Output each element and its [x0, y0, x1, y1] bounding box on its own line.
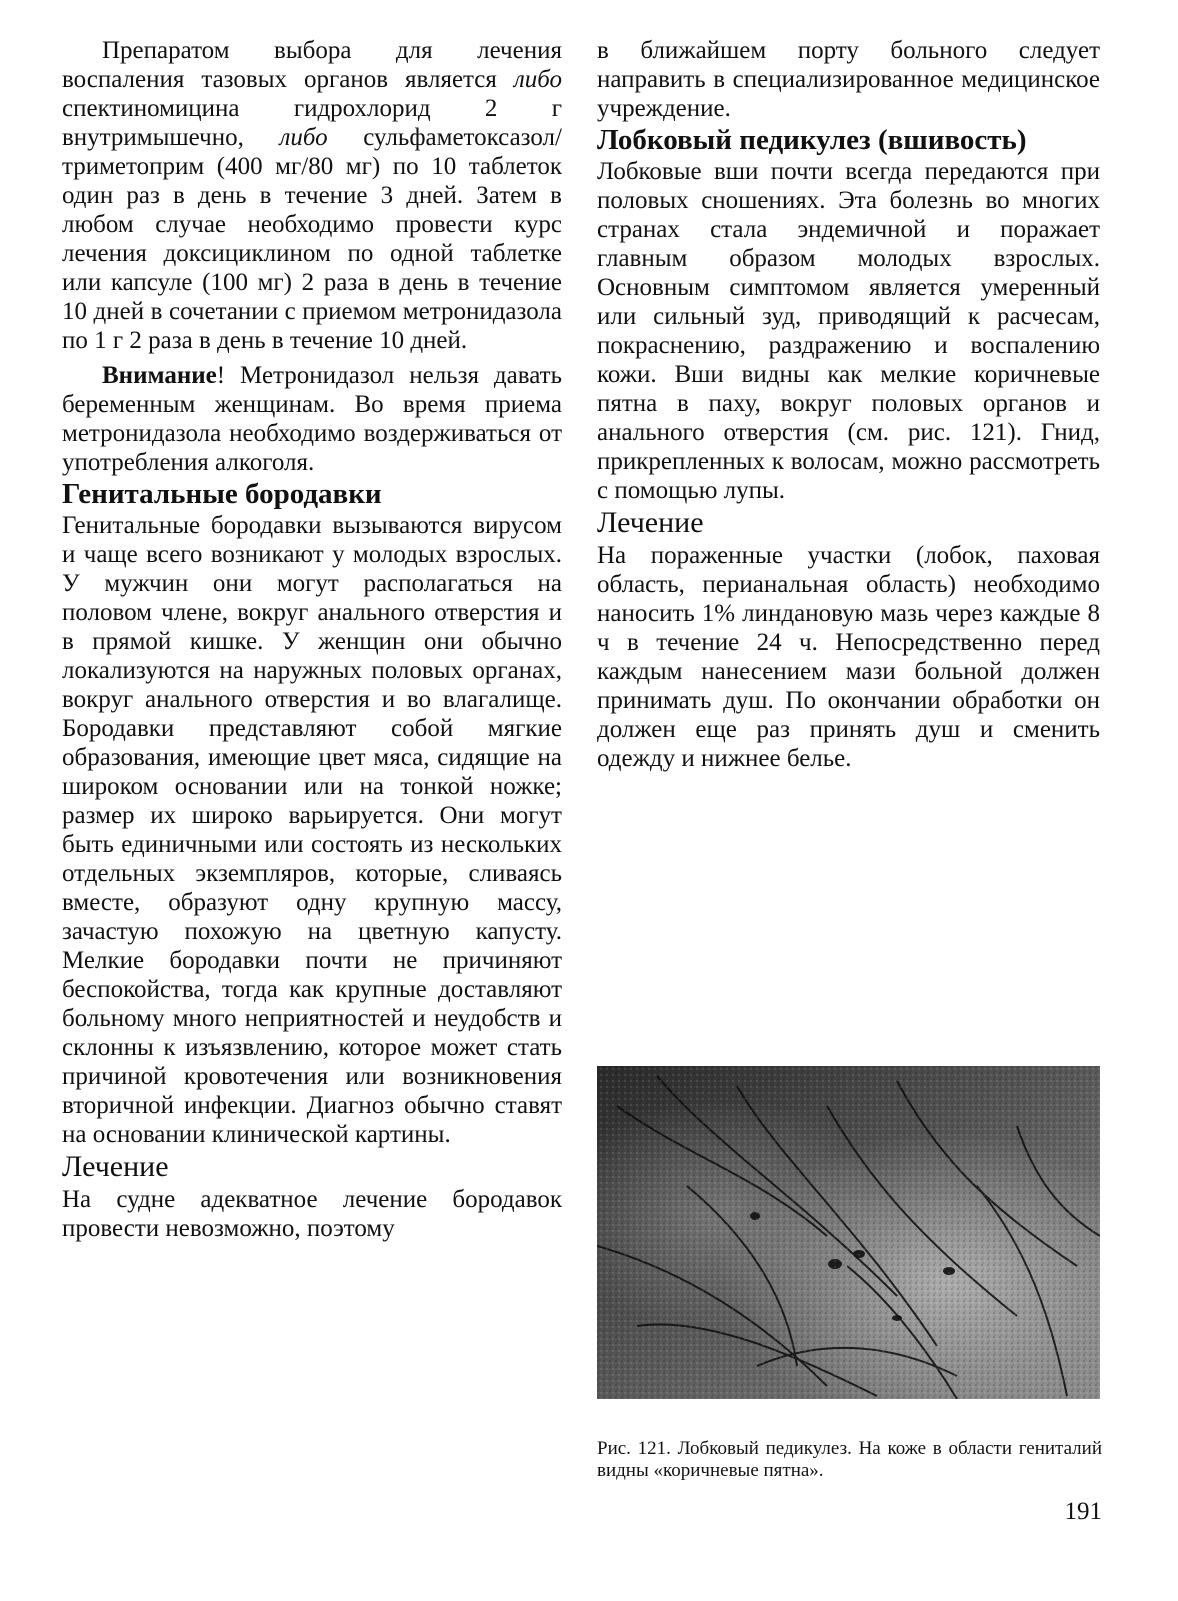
paragraph-treatment-lice: На пораженные участки (лобок, паховая область, перианальная область) необходимо наносить 1% линдановую мазь через каждые 8 ч в течение 24 ч. Непосредственно перед каждым нанесением мази больной должен принимать душ. По окончании обработки он должен еще раз принять душ и сменить одежду и нижнее белье. — [597, 542, 1100, 772]
skin-photo-image — [597, 1066, 1100, 1399]
paragraph-genital-warts: Генитальные бородавки вызываются вирусом и чаще всего возникают у молодых взрослых. У мужчин они могут располагаться на половом члене, вокруг анального отверстия и в прямой кишке. У женщин они обычно локализуются на наружных половых органах, вокруг анального отверстия и во влагалище. Бородавки представляют собой мягкие образования, имеющие цвет мяса, сидящие на широком основании или на тонкой ножке; размер их широко варьируется. Они могут быть единичными или состоять из нескольких отдельных экземпляров, которые, сливаясь вместе, образуют одну крупную массу, зачастую похожую на цветную капусту. Мелкие бородавки почти не причиняют беспокойства, тогда как крупные доставляют больному много неприятностей и неудобств и склонны к изъязвлению, которое может стать причиной кровотечения или возникновения вторичной инфекции. Диагноз обычно ставят на основании клинической картины. — [62, 512, 562, 1148]
paragraph-pubic-lice: Лобковые вши почти всегда передаются при половых сношениях. Эта болезнь во многих странах стала эндемичной и поражает главным образом молодых взрослых. Основным симптомом является умеренный или сильный зуд, приводящий к расчесам, покраснению, раздражению и воспалению кожи. Вши видны как мелкие коричневые пятна в паху, вокруг половых органов и анального отверстия (см. рис. 121). Гнид, прикрепленных к волосам, можно рассмотреть с помощью лупы. — [597, 158, 1100, 504]
figure-caption: Рис. 121. Лобковый педикулез. На коже в области гениталий видны «коричневые пятна». — [597, 1438, 1102, 1481]
paragraph-continued: в ближайшем порту больного следует направить в специализированное медицинское учреждение. — [597, 37, 1100, 122]
figure-photo — [597, 1066, 1100, 1399]
paragraph-pid-treatment: Препаратом выбора для лечения воспаления тазовых органов является либо спектиномицина гидрохлорид 2 г внутримышечно, либо сульфаметоксазол/триметоприм (400 мг/80 мг) по 10 таблеток один раз в день в течение 3 дней. Затем в любом случае необходимо провести курс лечения доксициклином по одной таблетке или капсуле (100 мг) 2 раза в день в течение 10 дней в сочетании с приемом метронидазола по 1 г 2 раза в день в течение 10 дней. — [62, 37, 562, 354]
warning-label: Внимание — [102, 362, 217, 389]
heading-treatment-lice: Лечение — [597, 506, 704, 539]
page-number: 191 — [1064, 1498, 1102, 1525]
heading-treatment-warts: Лечение — [62, 1150, 169, 1183]
paragraph-treatment-warts: На судне адекватное лечение бородавок провести невозможно, поэтому — [62, 1186, 562, 1242]
emphasis-libo-1: либо — [513, 66, 562, 93]
paragraph-warning: Внимание! Метронидазол нельзя давать беременным женщинам. Во время приема метронидазола необходимо воздерживаться от употребления алкоголя. — [62, 362, 562, 476]
left-column — [62, 36, 562, 1243]
emphasis-libo-2: либо — [279, 124, 328, 151]
right-column — [597, 36, 1100, 773]
heading-pubic-lice: Лобковый педикулез (вшивость) — [597, 124, 1027, 156]
heading-genital-warts: Генитальные бородавки — [62, 478, 382, 510]
